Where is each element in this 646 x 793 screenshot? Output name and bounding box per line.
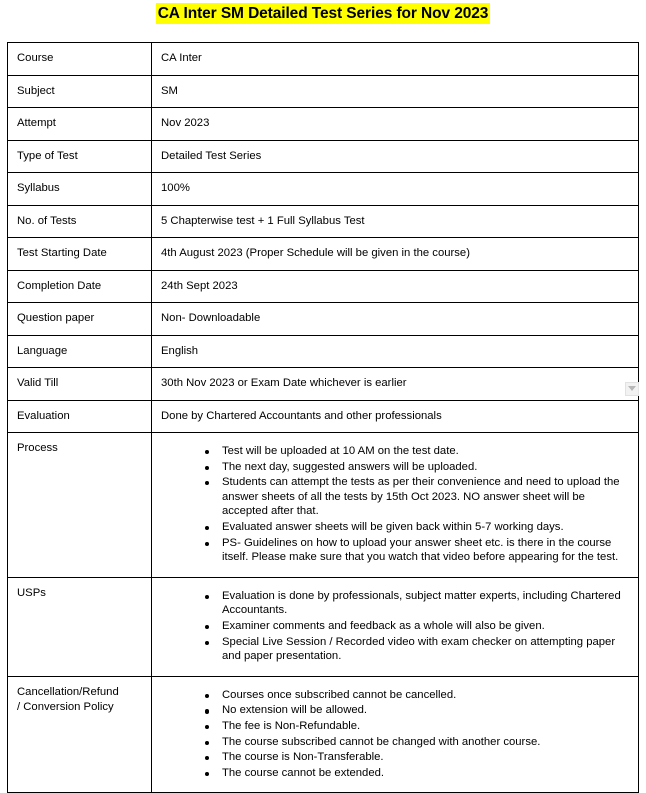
list-item: Courses once subscribed cannot be cancelled. [205, 688, 632, 703]
row-value: 5 Chapterwise test + 1 Full Syllabus Test [152, 205, 639, 238]
table-row [8, 43, 639, 76]
row-value: 30th Nov 2023 or Exam Date whichever is earlier [152, 368, 639, 401]
list-item: The course cannot be extended. [205, 766, 632, 781]
table-row [8, 173, 639, 206]
process-bullet-list [161, 444, 632, 565]
list-item: Students can attempt the tests as per their convenience and need to upload the answer sheets of all the tests by 15th Oct 2023. NO answer sheet will be accepted after that. [205, 475, 632, 519]
list-item: The course is Non-Transferable. [205, 750, 632, 765]
row-label: Subject [8, 75, 152, 108]
row-label: Course [8, 43, 152, 76]
row-value: Nov 2023 [152, 108, 639, 141]
list-item: The fee is Non-Refundable. [205, 719, 632, 734]
list-item: No extension will be allowed. [205, 703, 632, 718]
row-label: Attempt [8, 108, 152, 141]
row-value: SM [152, 75, 639, 108]
chevron-down-icon[interactable] [625, 382, 639, 396]
row-label: Type of Test [8, 140, 152, 173]
policy-bullet-list [161, 688, 632, 781]
table-row-process [8, 433, 639, 578]
row-label: Process [8, 433, 152, 578]
row-label: Evaluation [8, 400, 152, 433]
policy-label-line1: Cancellation/Refund [17, 685, 119, 698]
row-label: USPs [8, 577, 152, 676]
row-value: 100% [152, 173, 639, 206]
usps-bullet-list [161, 589, 632, 664]
row-label: Syllabus [8, 173, 152, 206]
table-row [8, 270, 639, 303]
table-row [8, 108, 639, 141]
row-value: CA Inter [152, 43, 639, 76]
list-item: The next day, suggested answers will be uploaded. [205, 460, 632, 475]
table-row [8, 400, 639, 433]
row-label: Completion Date [8, 270, 152, 303]
row-value: Done by Chartered Accountants and other professionals [152, 400, 639, 433]
row-label: Valid Till [8, 368, 152, 401]
list-item: Evaluated answer sheets will be given back within 5-7 working days. [205, 520, 632, 535]
course-details-table [7, 42, 639, 793]
list-item: The course subscribed cannot be changed with another course. [205, 735, 632, 750]
row-value: 4th August 2023 (Proper Schedule will be given in the course) [152, 238, 639, 271]
list-item: PS- Guidelines on how to upload your answer sheet etc. is there in the course itself. Please make sure that you watch that video before appearing for the test. [205, 536, 632, 565]
row-value: English [152, 335, 639, 368]
row-value [152, 676, 639, 793]
page-title-container [0, 3, 646, 24]
row-label: Test Starting Date [8, 238, 152, 271]
row-value: Non- Downloadable [152, 303, 639, 336]
list-item: Special Live Session / Recorded video with exam checker on attempting paper and paper presentation. [205, 635, 632, 664]
table-row [8, 368, 639, 401]
row-value [152, 433, 639, 578]
table-row-policy [8, 676, 639, 793]
row-label: Question paper [8, 303, 152, 336]
table-row [8, 140, 639, 173]
table-row [8, 238, 639, 271]
table-row [8, 335, 639, 368]
table-row [8, 303, 639, 336]
list-item: Test will be uploaded at 10 AM on the test date. [205, 444, 632, 459]
row-value: 24th Sept 2023 [152, 270, 639, 303]
table-row-usps [8, 577, 639, 676]
row-label [8, 676, 152, 793]
table-row [8, 75, 639, 108]
table-row [8, 205, 639, 238]
row-value [152, 577, 639, 676]
row-value: Detailed Test Series [152, 140, 639, 173]
table-body [8, 43, 639, 793]
page-title: CA Inter SM Detailed Test Series for Nov 2023 [157, 5, 489, 22]
row-label: Language [8, 335, 152, 368]
list-item: Evaluation is done by professionals, subject matter experts, including Chartered Accountants. [205, 589, 632, 618]
row-label: No. of Tests [8, 205, 152, 238]
list-item: Examiner comments and feedback as a whole will also be given. [205, 619, 632, 634]
policy-label-line2: / Conversion Policy [17, 701, 114, 714]
